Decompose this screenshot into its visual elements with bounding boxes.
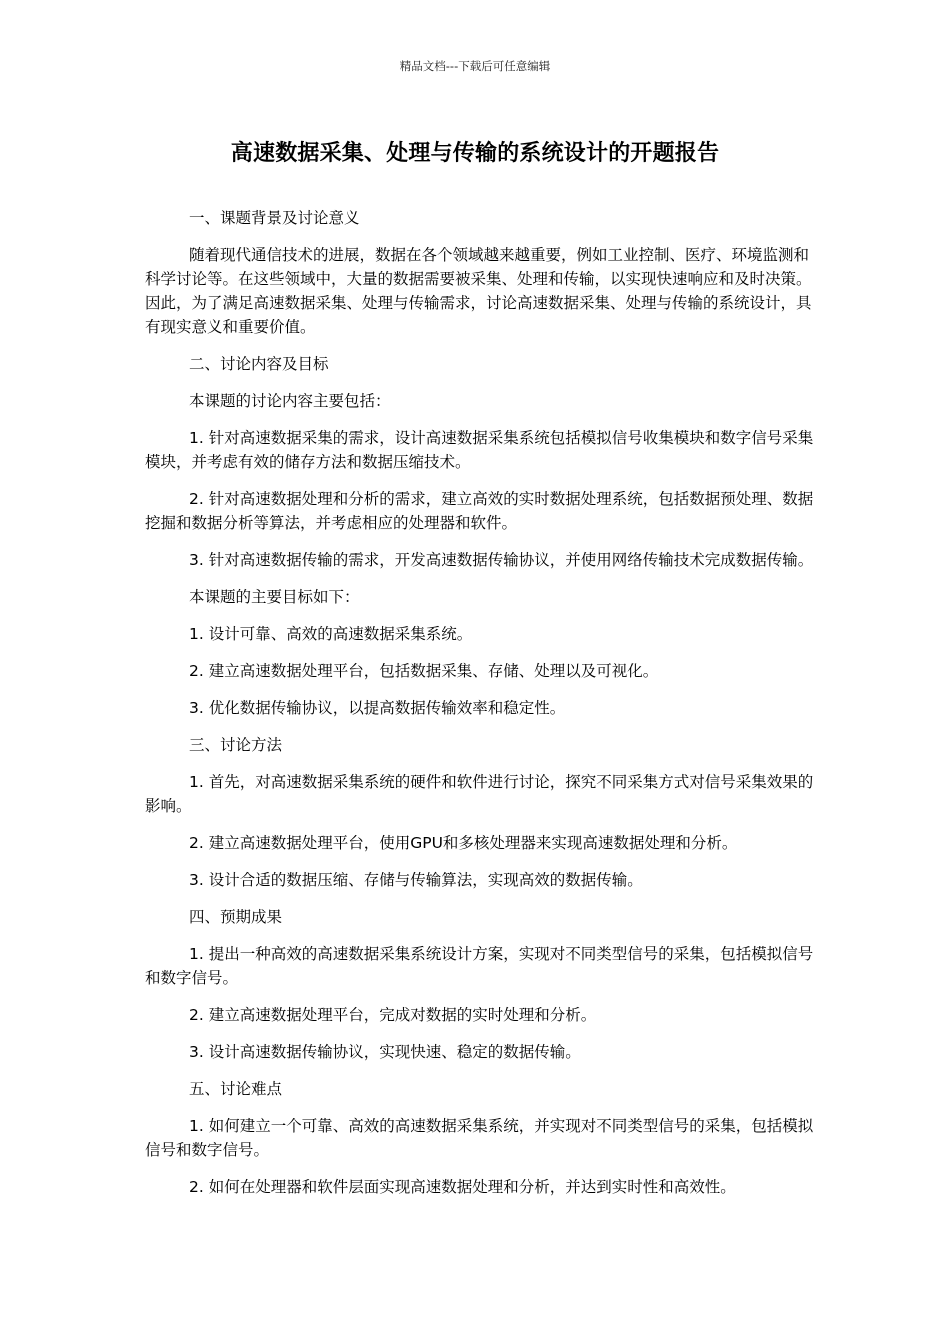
method-item-2: 2. 建立高速数据处理平台，使用GPU和多核处理器来实现高速数据处理和分析。 [189, 834, 738, 852]
difficulty-item-1: 1. 如何建立一个可靠、高效的高速数据采集系统，并实现对不同类型信号的采集，包括模拟信号和数字信号。 [145, 1117, 814, 1159]
outcome-item-1: 1. 提出一种高效的高速数据采集系统设计方案，实现对不同类型信号的采集，包括模拟信号和数字信号。 [145, 945, 814, 987]
section-heading-methods: 三、讨论方法 [189, 736, 283, 754]
section-heading-outcomes: 四、预期成果 [189, 908, 283, 926]
background-paragraph: 随着现代通信技术的进展，数据在各个领域越来越重要，例如工业控制、医疗、环境监测和科学讨论等。在这些领域中，大量的数据需要被采集、处理和传输，以实现快速响应和及时决策。因此，为了满足高速数据采集、处理与传输需求，讨论高速数据采集、处理与传输的系统设计，具有现实意义和重要价值。 [145, 246, 812, 336]
goal-item-3: 3. 优化数据传输协议，以提高数据传输效率和稳定性。 [189, 699, 566, 717]
goal-item-1: 1. 设计可靠、高效的高速数据采集系统。 [189, 625, 473, 643]
method-item-3: 3. 设计合适的数据压缩、存储与传输算法，实现高效的数据传输。 [189, 871, 643, 889]
content-item-1: 1. 针对高速数据采集的需求，设计高速数据采集系统包括模拟信号收集模块和数字信号采集模块，并考虑有效的储存方法和数据压缩技术。 [145, 429, 814, 471]
outcome-item-2: 2. 建立高速数据处理平台，完成对数据的实时处理和分析。 [189, 1006, 597, 1024]
method-item-1: 1. 首先，对高速数据采集系统的硬件和软件进行讨论，探究不同采集方式对信号采集效果的影响。 [145, 773, 814, 815]
difficulty-item-2: 2. 如何在处理器和软件层面实现高速数据处理和分析，并达到实时性和高效性。 [189, 1178, 736, 1196]
content-intro: 本课题的讨论内容主要包括： [189, 392, 391, 410]
document-title: 高速数据采集、处理与传输的系统设计的开题报告 [230, 141, 720, 166]
page-header: 精品文档---下载后可任意编辑 [399, 59, 551, 73]
content-item-3: 3. 针对高速数据传输的需求，开发高速数据传输协议，并使用网络传输技术完成数据传输。 [189, 551, 814, 569]
content-item-2: 2. 针对高速数据处理和分析的需求，建立高效的实时数据处理系统，包括数据预处理、数据挖掘和数据分析等算法，并考虑相应的处理器和软件。 [145, 490, 814, 532]
goals-intro: 本课题的主要目标如下： [189, 588, 360, 606]
section-heading-difficulties: 五、讨论难点 [189, 1080, 283, 1098]
goal-item-2: 2. 建立高速数据处理平台，包括数据采集、存储、处理以及可视化。 [189, 662, 659, 680]
section-heading-background: 一、课题背景及讨论意义 [189, 209, 360, 227]
section-heading-content: 二、讨论内容及目标 [189, 355, 329, 373]
outcome-item-3: 3. 设计高速数据传输协议，实现快速、稳定的数据传输。 [189, 1043, 581, 1061]
document-body [145, 206, 815, 1199]
